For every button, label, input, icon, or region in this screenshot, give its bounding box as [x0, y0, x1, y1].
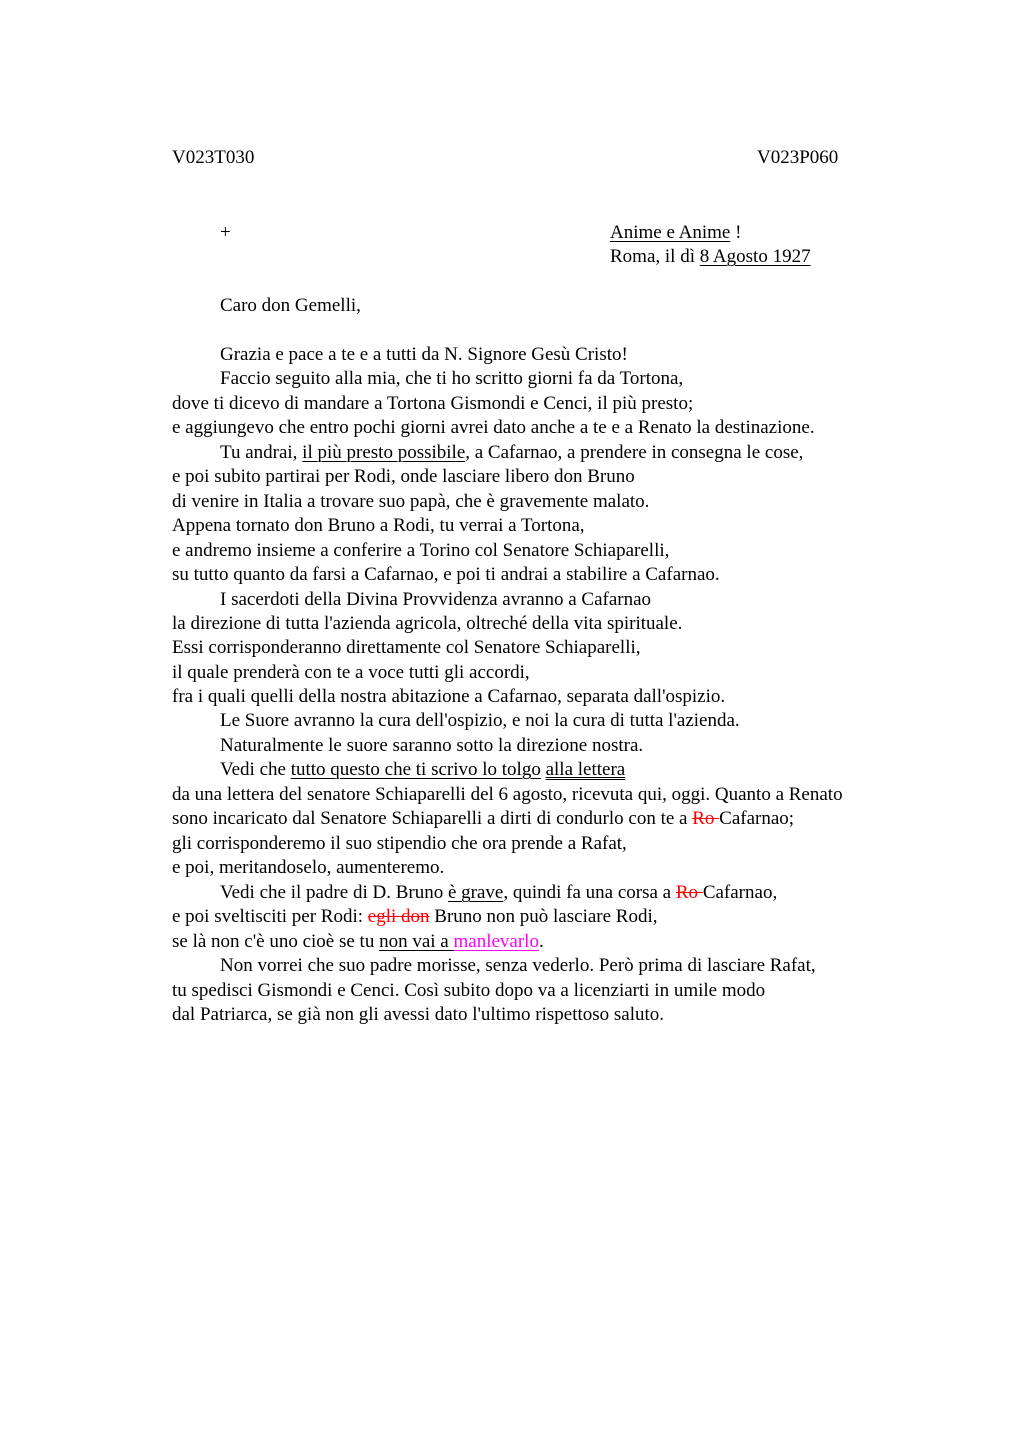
letter-line: Naturalmente le suore saranno sotto la direzione nostra. — [220, 735, 644, 756]
double-underlined-text: alla lettera — [545, 759, 626, 780]
date-prefix: Roma, il dì — [610, 246, 700, 267]
letter-line: Non vorrei che suo padre morisse, senza vederlo. Però prima di lasciare Rafat, — [220, 955, 816, 976]
document-code-right: V023P060 — [757, 147, 839, 168]
underlined-text: è grave — [447, 882, 504, 903]
letter-line: fra i quali quelli della nostra abitazione a Cafarnao, separata dall'ospizio. — [172, 686, 726, 707]
letter-line: tu spedisci Gismondi e Cenci. Così subito dopo va a licenziarti in umile modo — [172, 980, 766, 1001]
date-text: 8 Agosto 1927 — [699, 246, 811, 267]
letter-line — [220, 881, 777, 905]
text-run: e poi sveltisciti per Rodi: — [172, 906, 368, 927]
text-run: Vedi che — [220, 759, 291, 780]
underlined-text: tutto questo che ti scrivo lo tolgo — [290, 759, 541, 780]
text-run: . — [538, 931, 544, 952]
motto-text: Anime e Anime — [610, 222, 731, 243]
letter-line — [220, 758, 625, 782]
letter-line — [172, 807, 794, 831]
deleted-text: Ro — [692, 808, 720, 829]
letter-line: dal Patriarca, se già non gli avessi dato l'ultimo rispettoso saluto. — [172, 1004, 665, 1025]
letter-line: la direzione di tutta l'azienda agricola, oltreché della vita spirituale. — [172, 613, 683, 634]
underlined-text: il più presto possibile — [302, 442, 466, 463]
letter-line: e poi subito partirai per Rodi, onde lasciare libero don Bruno — [172, 466, 635, 487]
letter-line: Le Suore avranno la cura dell'ospizio, e noi la cura di tutta l'azienda. — [220, 710, 740, 731]
text-run: sono incaricato dal Senatore Schiaparelli a dirti di condurlo con te a — [172, 808, 693, 829]
text-run: , a Cafarnao, a prendere in consegna le cose, — [465, 442, 804, 463]
letter-line: gli corrisponderemo il suo stipendio che ora prende a Rafat, — [172, 833, 627, 854]
letter-line: su tutto quanto da farsi a Cafarnao, e poi ti andrai a stabilire a Cafarnao. — [172, 564, 720, 585]
text-run: Bruno non può lasciare Rodi, — [429, 906, 658, 927]
date-line — [610, 245, 811, 269]
letter-line: Faccio seguito alla mia, che ti ho scritto giorni fa da Tortona, — [220, 368, 684, 389]
letter-line — [172, 905, 658, 929]
underlined-text: non vai a — [379, 931, 454, 952]
letter-line: Grazia e pace a te e a tutti da N. Signore Gesù Cristo! — [220, 344, 628, 365]
letter-line: Essi corrisponderanno direttamente col Senatore Schiaparelli, — [172, 637, 641, 658]
text-run: Cafarnao, — [702, 882, 778, 903]
letter-line: da una lettera del senatore Schiaparelli del 6 agosto, ricevuta qui, oggi. Quanto a Renato — [172, 784, 843, 805]
letter-line — [172, 930, 544, 954]
text-run: se là non c'è uno cioè se tu — [172, 931, 380, 952]
letter-line — [220, 441, 803, 465]
cross-symbol: + — [220, 222, 231, 243]
letter-line: Appena tornato don Bruno a Rodi, tu verrai a Tortona, — [172, 515, 585, 536]
letter-line: di venire in Italia a trovare suo papà, che è gravemente malato. — [172, 491, 650, 512]
motto — [610, 221, 741, 245]
letter-line: e aggiungevo che entro pochi giorni avrei dato anche a te e a Renato la destinazione. — [172, 417, 815, 438]
letter-line: dove ti dicevo di mandare a Tortona Gismondi e Cenci, il più presto; — [172, 393, 694, 414]
deleted-text: Ro — [675, 882, 703, 903]
letter-line: il quale prenderà con te a voce tutti gli accordi, — [172, 662, 530, 683]
letter-line: e andremo insieme a conferire a Torino col Senatore Schiaparelli, — [172, 540, 670, 561]
letter-line: I sacerdoti della Divina Provvidenza avranno a Cafarnao — [220, 589, 652, 610]
salutation: Caro don Gemelli, — [220, 295, 361, 316]
motto-exclamation: ! — [730, 222, 742, 243]
letter-line: e poi, meritandoselo, aumenteremo. — [172, 857, 445, 878]
inserted-text: manlevarlo — [453, 931, 539, 952]
text-run: Cafarnao; — [719, 808, 795, 829]
deleted-text: egli don — [367, 906, 430, 927]
text-run: Tu andrai, — [220, 442, 303, 463]
text-run: Vedi che il padre di D. Bruno — [220, 882, 448, 903]
text-run: , quindi fa una corsa a — [503, 882, 676, 903]
document-code-left: V023T030 — [172, 147, 255, 168]
